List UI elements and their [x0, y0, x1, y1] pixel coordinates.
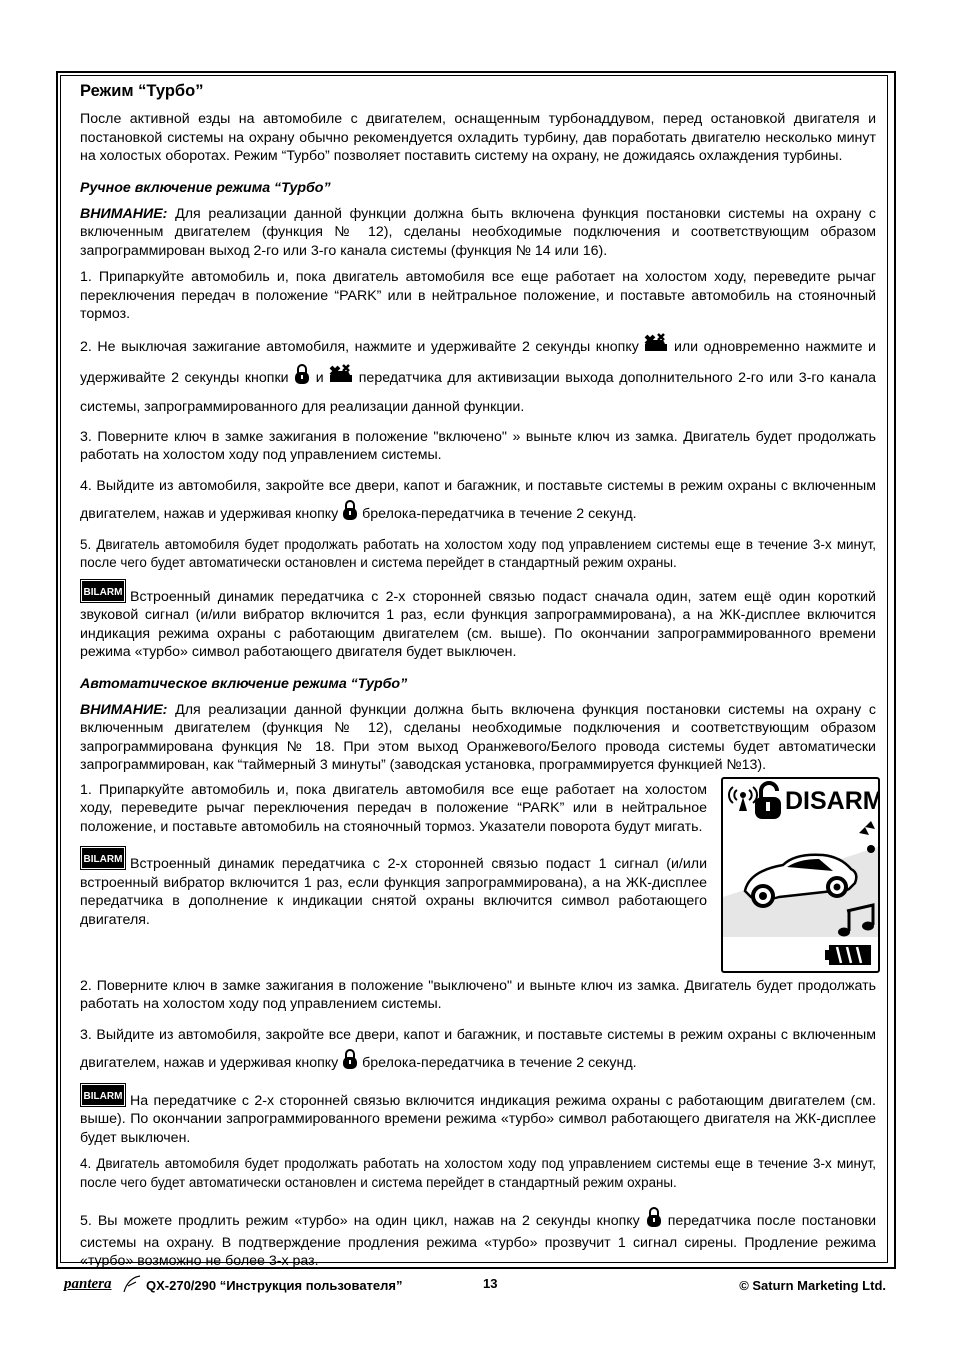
battery-icon — [825, 945, 871, 965]
auto-step-5-text-b: передатчика после постановки системы на охрану. В подтверждение продления режима «турбо» прозвучит 1 сигнал сирены. Продление режима «турбо» возможно не более 3-х раз. — [80, 1213, 876, 1269]
intro-paragraph: После активной езды на автомобиле с двигателем, оснащенным турбонаддувом, перед остановкой двигателя и постановкой системы на охрану обычно рекомендуется охладить турбину, дав поработать двигателю несколько минут на холостых оборотах. Режим “Турбо” позволяет поставить систему на охрану, не дожидаясь охлаждения турбины. — [80, 111, 876, 164]
bilarm-logo-icon-3 — [80, 1083, 126, 1107]
pantera-cat-icon — [122, 1274, 142, 1297]
auto-warning — [80, 701, 876, 775]
manual-step-4-text-a: 4. Выйдите из автомобиля, закройте все двери, капот и багажник, и поставьте системы в режим охраны с включенным двигателем, нажав и удерживая кнопку — [80, 477, 876, 522]
auto-warning-label: ВНИМАНИЕ: — [80, 701, 168, 718]
bilarm-logo-icon — [80, 579, 126, 603]
open-lock-icon — [755, 783, 781, 819]
auto-step-1: 1. Припаркуйте автомобиль и, пока двигатель автомобиля все еще работает на холостом ходу, переведите рычаг переключения передач в положение “PARK” или в нейтральное положение, и поставьте автомобиль на стояночный тормоз. Указатели поворота будут мигать. — [80, 781, 707, 835]
bilarm-logo-icon-2 — [80, 846, 126, 870]
manual-step-5: 5. Двигатель автомобиля будет продолжать работать на холостом ходу под управлением системы еще в течение 3-х минут, после чего будет автоматически остановлен и система перейдет в стандартный режим охраны. — [80, 536, 876, 570]
page-footer — [64, 1274, 890, 1298]
auto-warning-text: Для реализации данной функции должна быть включена функция постановки системы на охрану с включенным двигателем (функция № 12), сделаны необходимые подключения и соответствующим образом запрограммирована функция № 18. При этом выход Оранжевого/Белого провода системы будет автоматически запрограммирован, как “таймерный 3 минуты” (заводская установка, программируется функцией №13). — [80, 701, 876, 773]
manual-note-text: Встроенный динамик передатчика с 2-х сторонней связью подаст сначала один, затем ещё один короткий звуковой сигнал (и/или вибратор включится 1 раз, если функция запрограммирована), а на ЖК-дисплее включится индикация режима охраны с работающим двигателем (см. выше). По окончании запрограммированного времени режима «турбо» символ работающего двигателя будет выключен. — [80, 588, 876, 660]
fan-icon — [859, 821, 875, 835]
footer-copyright: © Saturn Marketing Ltd. — [739, 1278, 886, 1293]
manual-warning-text: Для реализации данной функции должна быть включена функция постановки системы на охрану с включенным двигателем (функция № 12), сделаны необходимые подключения и соответствующим образом запрограммирован выход 2-го или 3-го канала системы (функция № 14 или 16). — [80, 205, 876, 259]
manual-heading: Ручное включение режима “Турбо” — [80, 179, 331, 196]
page-content — [80, 80, 876, 1271]
footer-doc-title: QX-270/290 “Инструкция пользователя” — [146, 1278, 403, 1293]
manual-warning — [80, 205, 876, 261]
svg-text:BILARM: BILARM — [83, 854, 123, 865]
lock-button-icon-4 — [646, 1206, 662, 1234]
car-engine-button-icon-2 — [329, 363, 353, 394]
manual-step-2-text-d: передатчика для активизации выхода дополнительного 2-го или 3-го канала системы, запрограммированного для реализации данной функции. — [80, 369, 877, 415]
auto-step-4: 4. Двигатель автомобиля будет продолжать работать на холостом ходу под управлением системы еще в течение 3-х минут, после чего будет автоматически остановлен и система перейдет в стандартный режим охраны. — [80, 1156, 876, 1190]
manual-step-1: 1. Припаркуйте автомобиль и, пока двигатель автомобиля все еще работает на холостом ходу, переведите рычаг переключения передач в положение “PARK” или в нейтральное положение, и поставьте автомобиль на стояночный тормоз. — [80, 269, 876, 322]
section-title: Режим “Турбо” — [80, 82, 204, 100]
manual-step-2-text-b: или одновременно нажмите и удерживайте 2 секунды кнопки — [80, 338, 876, 386]
pantera-logo: pantera — [64, 1276, 112, 1292]
manual-note — [80, 579, 876, 662]
manual-step-2 — [80, 332, 876, 420]
auto-note-1-text: Встроенный динамик передатчика с 2-х сторонней связью подаст 1 сигнал (и/или встроенный вибратор включится 1 раз, если функция запрограммирована), а на ЖК-дисплее передатчика в дополнение к индикации снятой охраны включится символ работающего двигателя. — [80, 856, 707, 928]
lcd-display-illustration — [721, 777, 880, 973]
auto-step-3 — [80, 1022, 876, 1079]
manual-step-4 — [80, 473, 876, 530]
manual-step-2-text-a: 2. Не выключая зажигание автомобиля, нажмите и удерживайте 2 секунды кнопку — [80, 338, 645, 355]
auto-step-2: 2. Поверните ключ в замке зажигания в положение "выключено" и выньте ключ из замка. Двигатель будет продолжать работать на холостом ходу под управлением системы. — [80, 977, 876, 1012]
disarm-label: DISARM — [785, 786, 878, 815]
svg-text:BILARM: BILARM — [83, 1090, 123, 1102]
lock-button-icon — [294, 363, 310, 394]
manual-step-4-text-b: брелока-передатчика в течение 2 секунд. — [358, 505, 637, 522]
manual-step-3: 3. Поверните ключ в замке зажигания в положение "включено" » выньте ключ из замка. Двигатель будет продолжать работать на холостом ходу под управлением системы. — [80, 428, 876, 463]
auto-note-2-text: На передатчике с 2-х сторонней связью включится индикация режима охраны с работающим двигателем (см. выше). По окончании запрограммированного времени режима «турбо» символ работающего двигателя на ЖК-дисплее будет выключен. — [80, 1092, 876, 1146]
auto-note-2 — [80, 1083, 876, 1148]
car-engine-button-icon — [644, 332, 668, 363]
auto-step-5 — [80, 1206, 876, 1271]
lock-button-icon-2 — [342, 499, 358, 530]
lock-button-icon-3 — [342, 1048, 358, 1079]
svg-text:BILARM: BILARM — [83, 586, 123, 598]
auto-step-3-text-a: 3. Выйдите из автомобиля, закройте все двери, капот и багажник, и поставьте системы в режим охраны с включенным двигателем, нажав и удерживая кнопку — [80, 1026, 876, 1071]
auto-heading: Автоматическое включение режима “Турбо” — [80, 675, 408, 692]
manual-warning-label: ВНИМАНИЕ: — [80, 205, 168, 222]
auto-step-3-text-b: брелока-передатчика в течение 2 секунд. — [358, 1054, 637, 1071]
manual-step-2-text-c: и — [310, 369, 330, 386]
antenna-icon — [729, 787, 757, 811]
footer-page-number: 13 — [483, 1276, 498, 1291]
auto-step-5-text-a: 5. Вы можете продлить режим «турбо» на один цикл, нажав на 2 секунды кнопку — [80, 1213, 646, 1229]
